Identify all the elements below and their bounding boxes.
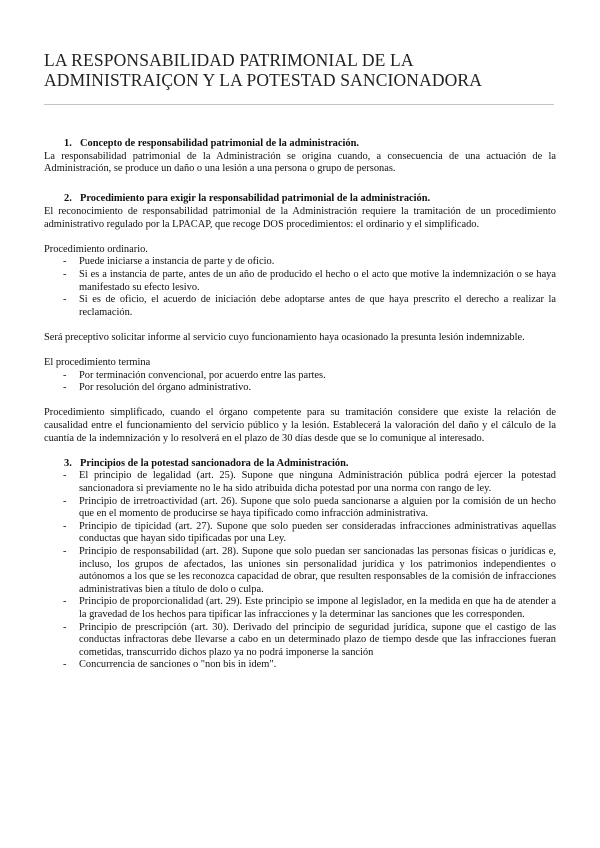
list-item: - Principio de responsabilidad (art. 28). Supone que solo puedan ser sancionadas las personas físicas o jurídicas e, incluso, los grupos de afectados, las uniones sin personalidad jurídica y los patrimonios independientes o autónomos a los que se les reconozca capacidad de obrar, que resulten responsables de la comisión de infracciones administrativas bien a título de dolo o culpa. [44, 546, 556, 596]
title-divider [44, 104, 554, 105]
ordinary-procedure-label: Procedimiento ordinario. [44, 243, 148, 255]
section-1-heading-text: Concepto de responsabilidad patrimonial de la administración. [80, 138, 359, 149]
section-3-heading [44, 458, 556, 471]
section-2-heading-text: Procedimiento para exigir la responsabilidad patrimonial de la administración. [80, 193, 431, 205]
report-paragraph: Será preceptivo solicitar informe al servicio cuyo funcionamiento haya ocasionado la presunta lesión indemnizable. [44, 331, 525, 343]
list-item: - Principio de proporcionalidad (art. 29). Este principio se impone al legislador, en la medida en que ha de atender a la gravedad de los hechos para tipificar las infracciones y la determinar las sanciones que les corresponden. [44, 596, 556, 621]
ordinary-procedure-list [44, 256, 556, 319]
section-3-number: 3. [64, 457, 72, 469]
list-item: - Concurrencia de sanciones o "non bis in idem". [44, 659, 556, 672]
document-body [44, 138, 556, 672]
list-item: - Si es de oficio, el acuerdo de iniciación debe adoptarse antes de que haya prescrito el derecho a realizar la reclamación. [44, 294, 556, 319]
list-item: - Principio de tipicidad (art. 27). Supone que solo pueden ser consideradas infracciones administrativas aquellas conductas que hayan sido tipificadas por una Ley. [44, 521, 556, 546]
section-1-paragraph: La responsabilidad patrimonial de la Administración se origina cuando, a consecuencia de una actuación de la Administración, se produce un daño o una lesión a una persona o grupo de personas. [44, 150, 556, 175]
simplified-procedure-paragraph: Procedimiento simplificado, cuando el órgano competente para su tramitación considere que existe la relación de causalidad entre el funcionamiento del servicio público y la lesión. Establecerá la valoración del daño y el cálculo de la cuantía de la indemnización y lo resolverá en el plazo de 30 días desde que se lo comunique al interesado. [44, 407, 556, 444]
list-item: - Principio de irretroactividad (art. 26). Supone que solo pueda sancionarse a alguien por la comisión de un hecho que en el momento de producirse se haya tipificado como infracción administrativa. [44, 496, 556, 521]
section-2-number: 2. [64, 193, 72, 205]
section-3-heading-text: Principios de la potestad sancionadora de la Administración. [80, 457, 349, 469]
section-1-heading [44, 138, 556, 151]
list-item: - Principio de prescripción (art. 30). Derivado del principio de seguridad jurídica, supone que el castigo de las conductas infractoras debe llevarse a cabo en un determinado plazo de tiempo desde que las infracciones fueran cometidas, transcurrido dichos plazo ya no podrá imponerse la sanción [44, 622, 556, 660]
section-1-number: 1. [64, 138, 72, 149]
document-title: LA RESPONSABILIDAD PATRIMONIAL DE LA ADMINISTRAIÇON Y LA POTESTAD SANCIONADORA [44, 50, 483, 90]
termination-label: El procedimiento termina [44, 357, 151, 369]
list-item: - Si es a instancia de parte, antes de un año de producido el hecho o el acto que motive la indemnización o se haya manifestado su efecto lesivo. [44, 269, 556, 294]
section-2-intro: El reconocimiento de responsabilidad patrimonial de la Administración requiere la tramitación de un procedimiento administrativo regulado por la LPACAP, que recoge DOS procedimientos: el ordinario y el simplificado. [44, 205, 556, 230]
termination-list [44, 370, 556, 395]
list-item: - Puede iniciarse a instancia de parte y de oficio. [44, 256, 556, 269]
principles-list [44, 470, 556, 672]
list-item: - Por resolución del órgano administrativo. [44, 382, 556, 395]
list-item: - El principio de legalidad (art. 25). Supone que ninguna Administración pública podrá ejercer la potestad sancionadora si previamente no le ha sido atribuida dicha potestad por una norma con rango de ley. [44, 470, 556, 495]
section-2-heading [44, 193, 556, 206]
list-item: - Por terminación convencional, por acuerdo entre las partes. [44, 370, 556, 383]
